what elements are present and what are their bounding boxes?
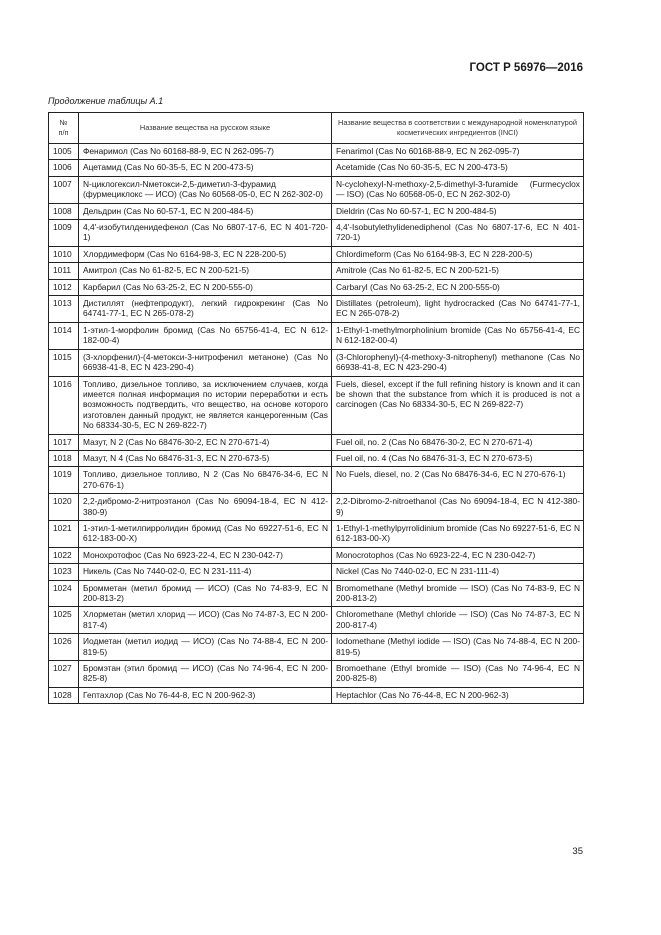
- table-row: [49, 279, 584, 295]
- table-row: [49, 520, 584, 547]
- row-number: 1009: [49, 220, 79, 247]
- table-row: [49, 296, 584, 323]
- row-number: 1007: [49, 176, 79, 203]
- table-caption: Продолжение таблицы А.1: [48, 96, 164, 106]
- row-number: 1005: [49, 144, 79, 160]
- row-number: 1021: [49, 520, 79, 547]
- substance-name-ru: Гептахлор (Cas No 76-44-8, EC N 200-962-3): [79, 687, 332, 703]
- substance-name-ru: Хлордимеформ (Cas No 6164-98-3, EC N 228-200-5): [79, 246, 332, 262]
- substance-name-ru: Топливо, дизельное топливо, за исключением случаев, когда имеется полная информация по истории переработки и есть возможность подтвердить, что вещество, на основе которого изготовлен данный продукт, не является канцерогенным (Cas No 68334-30-5, EC N 269-822-7): [79, 376, 332, 434]
- row-number: 1012: [49, 279, 79, 295]
- substance-name-inci: Bromomethane (Methyl bromide — ISO) (Cas No 74-83-9, EC N 200-813-2): [332, 580, 584, 607]
- table-row: [49, 494, 584, 521]
- substance-name-ru: Монохротофос (Cas No 6923-22-4, EC N 230-042-7): [79, 547, 332, 563]
- table-row: [49, 160, 584, 176]
- table-row: [49, 634, 584, 661]
- table-row: [49, 564, 584, 580]
- col-header-inci-name: Название вещества в соответствии с международной номенклатурой косметических ингредиентов (INCI): [332, 113, 584, 144]
- row-number: 1026: [49, 634, 79, 661]
- substance-name-ru: 4,4'-изобутилденидефенол (Cas No 6807-17-6, EC N 401-720-1): [79, 220, 332, 247]
- row-number: 1028: [49, 687, 79, 703]
- row-number: 1024: [49, 580, 79, 607]
- table-row: [49, 580, 584, 607]
- row-number: 1017: [49, 434, 79, 450]
- table-row: [49, 349, 584, 376]
- substance-name-ru: Фенаримол (Cas No 60168-88-9, EC N 262-095-7): [79, 144, 332, 160]
- substance-name-inci: N-cyclohexyl-N-methoxy-2,5-dimethyl-3-furamide (Furmecyclox — ISO) (Cas No 60568-05-0, EC N 262-302-0): [332, 176, 584, 203]
- substance-name-inci: Fuels, diesel, except if the full refining history is known and it can be shown that the substance from which it is produced is not a carcinogen (Cas No 68334-30-5, EC N 269-822-7): [332, 376, 584, 434]
- table-row: [49, 263, 584, 279]
- table-row: [49, 434, 584, 450]
- row-number: 1019: [49, 467, 79, 494]
- row-number: 1022: [49, 547, 79, 563]
- substance-name-ru: (3-хлорфенил)-(4-метокси-3-нитрофенил метаноне) (Cas No 66938-41-8, EC N 423-290-4): [79, 349, 332, 376]
- table-row: [49, 547, 584, 563]
- page-number: 35: [572, 846, 583, 857]
- col-header-number: № п/п: [49, 113, 79, 144]
- table-header-row: [49, 113, 584, 144]
- substance-name-inci: Acetamide (Cas No 60-35-5, EC N 200-473-5): [332, 160, 584, 176]
- substance-name-inci: Fuel oil, no. 2 (Cas No 68476-30-2, EC N 270-671-4): [332, 434, 584, 450]
- substance-name-ru: Топливо, дизельное топливо, N 2 (Cas No 68476-34-6, EC N 270-676-1): [79, 467, 332, 494]
- row-number: 1023: [49, 564, 79, 580]
- table-row: [49, 220, 584, 247]
- substance-name-ru: Дельдрин (Cas No 60-57-1, EC N 200-484-5): [79, 203, 332, 219]
- table-body: [49, 144, 584, 704]
- substance-name-ru: N-циклогексил-Nметокси-2,5-диметил-3-фурамид (фурмециклокс — ИСО) (Cas No 60568-05-0, EC N 262-302-0): [79, 176, 332, 203]
- table-row: [49, 376, 584, 434]
- substance-name-inci: Amitrole (Cas No 61-82-5, EC N 200-521-5): [332, 263, 584, 279]
- substance-name-inci: Fenarimol (Cas No 60168-88-9, EC N 262-095-7): [332, 144, 584, 160]
- substance-name-inci: Fuel oil, no. 4 (Cas No 68476-31-3, EC N 270-673-5): [332, 450, 584, 466]
- substance-name-ru: Ацетамид (Cas No 60-35-5, EC N 200-473-5): [79, 160, 332, 176]
- substance-name-ru: Бромметан (метил бромид — ИСО) (Cas No 74-83-9, EC N 200-813-2): [79, 580, 332, 607]
- substance-name-inci: Monocrotophos (Cas No 6923-22-4, EC N 230-042-7): [332, 547, 584, 563]
- row-number: 1014: [49, 322, 79, 349]
- substance-name-inci: No Fuels, diesel, no. 2 (Cas No 68476-34-6, EC N 270-676-1): [332, 467, 584, 494]
- substance-name-ru: Хлорметан (метил хлорид — ИСО) (Cas No 74-87-3, EC N 200-817-4): [79, 607, 332, 634]
- row-number: 1008: [49, 203, 79, 219]
- substance-name-ru: Мазут, N 4 (Cas No 68476-31-3, EC N 270-673-5): [79, 450, 332, 466]
- substance-name-inci: (3-Chlorophenyl)-(4-methoxy-3-nitrophenyl) methanone (Cas No 66938-41-8, EC N 423-290-4): [332, 349, 584, 376]
- substance-name-inci: Nickel (Cas No 7440-02-0, EC N 231-111-4): [332, 564, 584, 580]
- substance-name-ru: Никель (Cas No 7440-02-0, EC N 231-111-4): [79, 564, 332, 580]
- substance-name-ru: Дистиллят (нефтепродукт), легкий гидрокрекинг (Cas No 64741-77-1, EC N 265-078-2): [79, 296, 332, 323]
- substance-name-inci: Chlordimeform (Cas No 6164-98-3, EC N 228-200-5): [332, 246, 584, 262]
- table-row: [49, 246, 584, 262]
- row-number: 1013: [49, 296, 79, 323]
- substance-name-inci: 2,2-Dibromo-2-nitroethanol (Cas No 69094-18-4, EC N 412-380-9): [332, 494, 584, 521]
- substance-name-inci: Chloromethane (Methyl chloride — ISO) (Cas No 74-87-3, EC N 200-817-4): [332, 607, 584, 634]
- substance-name-inci: 4,4'-Isobutylethylidenediphenol (Cas No 6807-17-6, EC N 401-720-1): [332, 220, 584, 247]
- substance-name-ru: Амитрол (Cas No 61-82-5, EC N 200-521-5): [79, 263, 332, 279]
- row-number: 1006: [49, 160, 79, 176]
- row-number: 1018: [49, 450, 79, 466]
- col-header-russian-name: Название вещества на русском языке: [79, 113, 332, 144]
- row-number: 1015: [49, 349, 79, 376]
- table-row: [49, 607, 584, 634]
- row-number: 1020: [49, 494, 79, 521]
- substance-name-inci: Distillates (petroleum), light hydrocracked (Cas No 64741-77-1, EC N 265-078-2): [332, 296, 584, 323]
- substance-name-inci: Dieldrin (Cas No 60-57-1, EC N 200-484-5): [332, 203, 584, 219]
- row-number: 1010: [49, 246, 79, 262]
- table-row: [49, 322, 584, 349]
- substance-name-ru: Иодметан (метил иодид — ИСО) (Cas No 74-88-4, EC N 200-819-5): [79, 634, 332, 661]
- substance-name-ru: Бромэтан (этил бромид — ИСО) (Cas No 74-96-4, EC N 200-825-8): [79, 661, 332, 688]
- substances-table: [48, 112, 584, 704]
- substance-name-ru: Мазут, N 2 (Cas No 68476-30-2, EC N 270-671-4): [79, 434, 332, 450]
- row-number: 1027: [49, 661, 79, 688]
- substance-name-inci: Carbaryl (Cas No 63-25-2, EC N 200-555-0): [332, 279, 584, 295]
- substance-name-ru: Карбарил (Cas No 63-25-2, EC N 200-555-0): [79, 279, 332, 295]
- substance-name-inci: 1-Ethyl-1-methylmorpholinium bromide (Cas No 65756-41-4, EC N 612-182-00-4): [332, 322, 584, 349]
- substance-name-ru: 1-этил-1-метилпирролидин бромид (Cas No 69227-51-6, EC N 612-183-00-X): [79, 520, 332, 547]
- table-row: [49, 661, 584, 688]
- table-row: [49, 467, 584, 494]
- document-code: ГОСТ Р 56976—2016: [469, 62, 583, 74]
- substance-name-inci: 1-Ethyl-1-methylpyrrolidinium bromide (Cas No 69227-51-6, EC N 612-183-00-X): [332, 520, 584, 547]
- table-row: [49, 144, 584, 160]
- row-number: 1025: [49, 607, 79, 634]
- substance-name-ru: 1-этил-1-морфолин бромид (Cas No 65756-41-4, EC N 612-182-00-4): [79, 322, 332, 349]
- substance-name-inci: Iodomethane (Methyl iodide — ISO) (Cas No 74-88-4, EC N 200-819-5): [332, 634, 584, 661]
- table-row: [49, 450, 584, 466]
- row-number: 1011: [49, 263, 79, 279]
- row-number: 1016: [49, 376, 79, 434]
- table-row: [49, 176, 584, 203]
- table-row: [49, 203, 584, 219]
- substance-name-inci: Heptachlor (Cas No 76-44-8, EC N 200-962-3): [332, 687, 584, 703]
- substance-name-ru: 2,2-дибромо-2-нитроэтанол (Cas No 69094-18-4, EC N 412-380-9): [79, 494, 332, 521]
- substance-name-inci: Bromoethane (Ethyl bromide — ISO) (Cas No 74-96-4, EC N 200-825-8): [332, 661, 584, 688]
- table-row: [49, 687, 584, 703]
